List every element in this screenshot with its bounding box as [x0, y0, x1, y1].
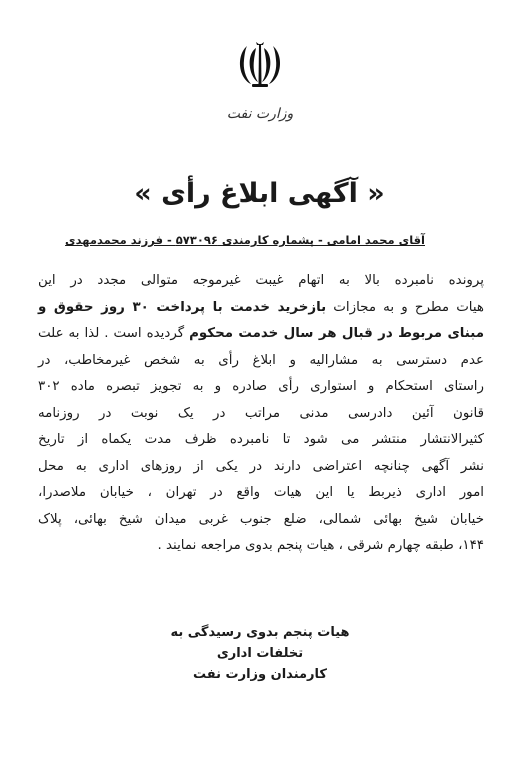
iran-emblem-icon — [232, 40, 288, 90]
body-emphasis: بازخرید خدمت با پرداخت ۳۰ روز حقوق و — [38, 299, 327, 315]
body-line: نشر آگهی چنانچه اعتراضی دارند در یکی از روزهای اداری به محل — [38, 458, 484, 474]
body-line: عدم دسترسی به مشارالیه و ابلاغ رأی به شخص غیرمخاطب، در — [38, 352, 484, 368]
body-line: قانون آئین دادرسی مدنی مراتب در یک نوبت در روزنامه — [38, 405, 484, 421]
body-line: امور اداری ذیربط یا این هیات واقع در تهران ، خیابان ملاصدرا، — [38, 485, 484, 500]
body-line: پرونده نامبرده بالا به اتهام غیبت غیرموجه متوالی مجدد در این — [38, 273, 484, 288]
body-line: کثیرالانتشار منتشر می شود تا نامبرده ظرف مدت یکماه از تاریخ — [38, 432, 484, 447]
ministry-name: وزارت نفت — [226, 106, 294, 122]
body-text: گردیده است . لذا به علت — [38, 326, 190, 341]
notice-title: « آگهی ابلاغ رأی » — [134, 178, 385, 209]
recipient-line: آقای محمد امامی - پشماره کارمندی ۵۷۳۰۹۶ - فرزند محمدمهدی — [65, 233, 425, 247]
body-line: راستای استحکام و استواری رأی صادره و به تجویز تبصره ماده ۳۰۲ — [38, 379, 484, 394]
body-line: خیابان شیخ بهائی شمالی، ضلع جنوب غربی میدان شیخ بهائی، پلاک — [38, 511, 484, 527]
body-text: هیات مطرح و به مجازات — [326, 299, 484, 315]
body-line — [38, 295, 484, 322]
signature-line: کارمندان وزارت نفت — [193, 667, 327, 682]
body-line: ۱۴۴، طبقه چهارم شرقی ، هیات پنجم بدوی مراجعه نمایند . — [157, 538, 484, 553]
signature-block — [150, 622, 370, 685]
notice-body — [38, 268, 484, 560]
signature-line: هیات پنجم بدوی رسیدگی به تخلفات اداری — [170, 625, 350, 661]
body-line — [38, 321, 484, 348]
body-emphasis: مبنای مربوط در قبال هر سال خدمت محکوم — [189, 326, 484, 341]
